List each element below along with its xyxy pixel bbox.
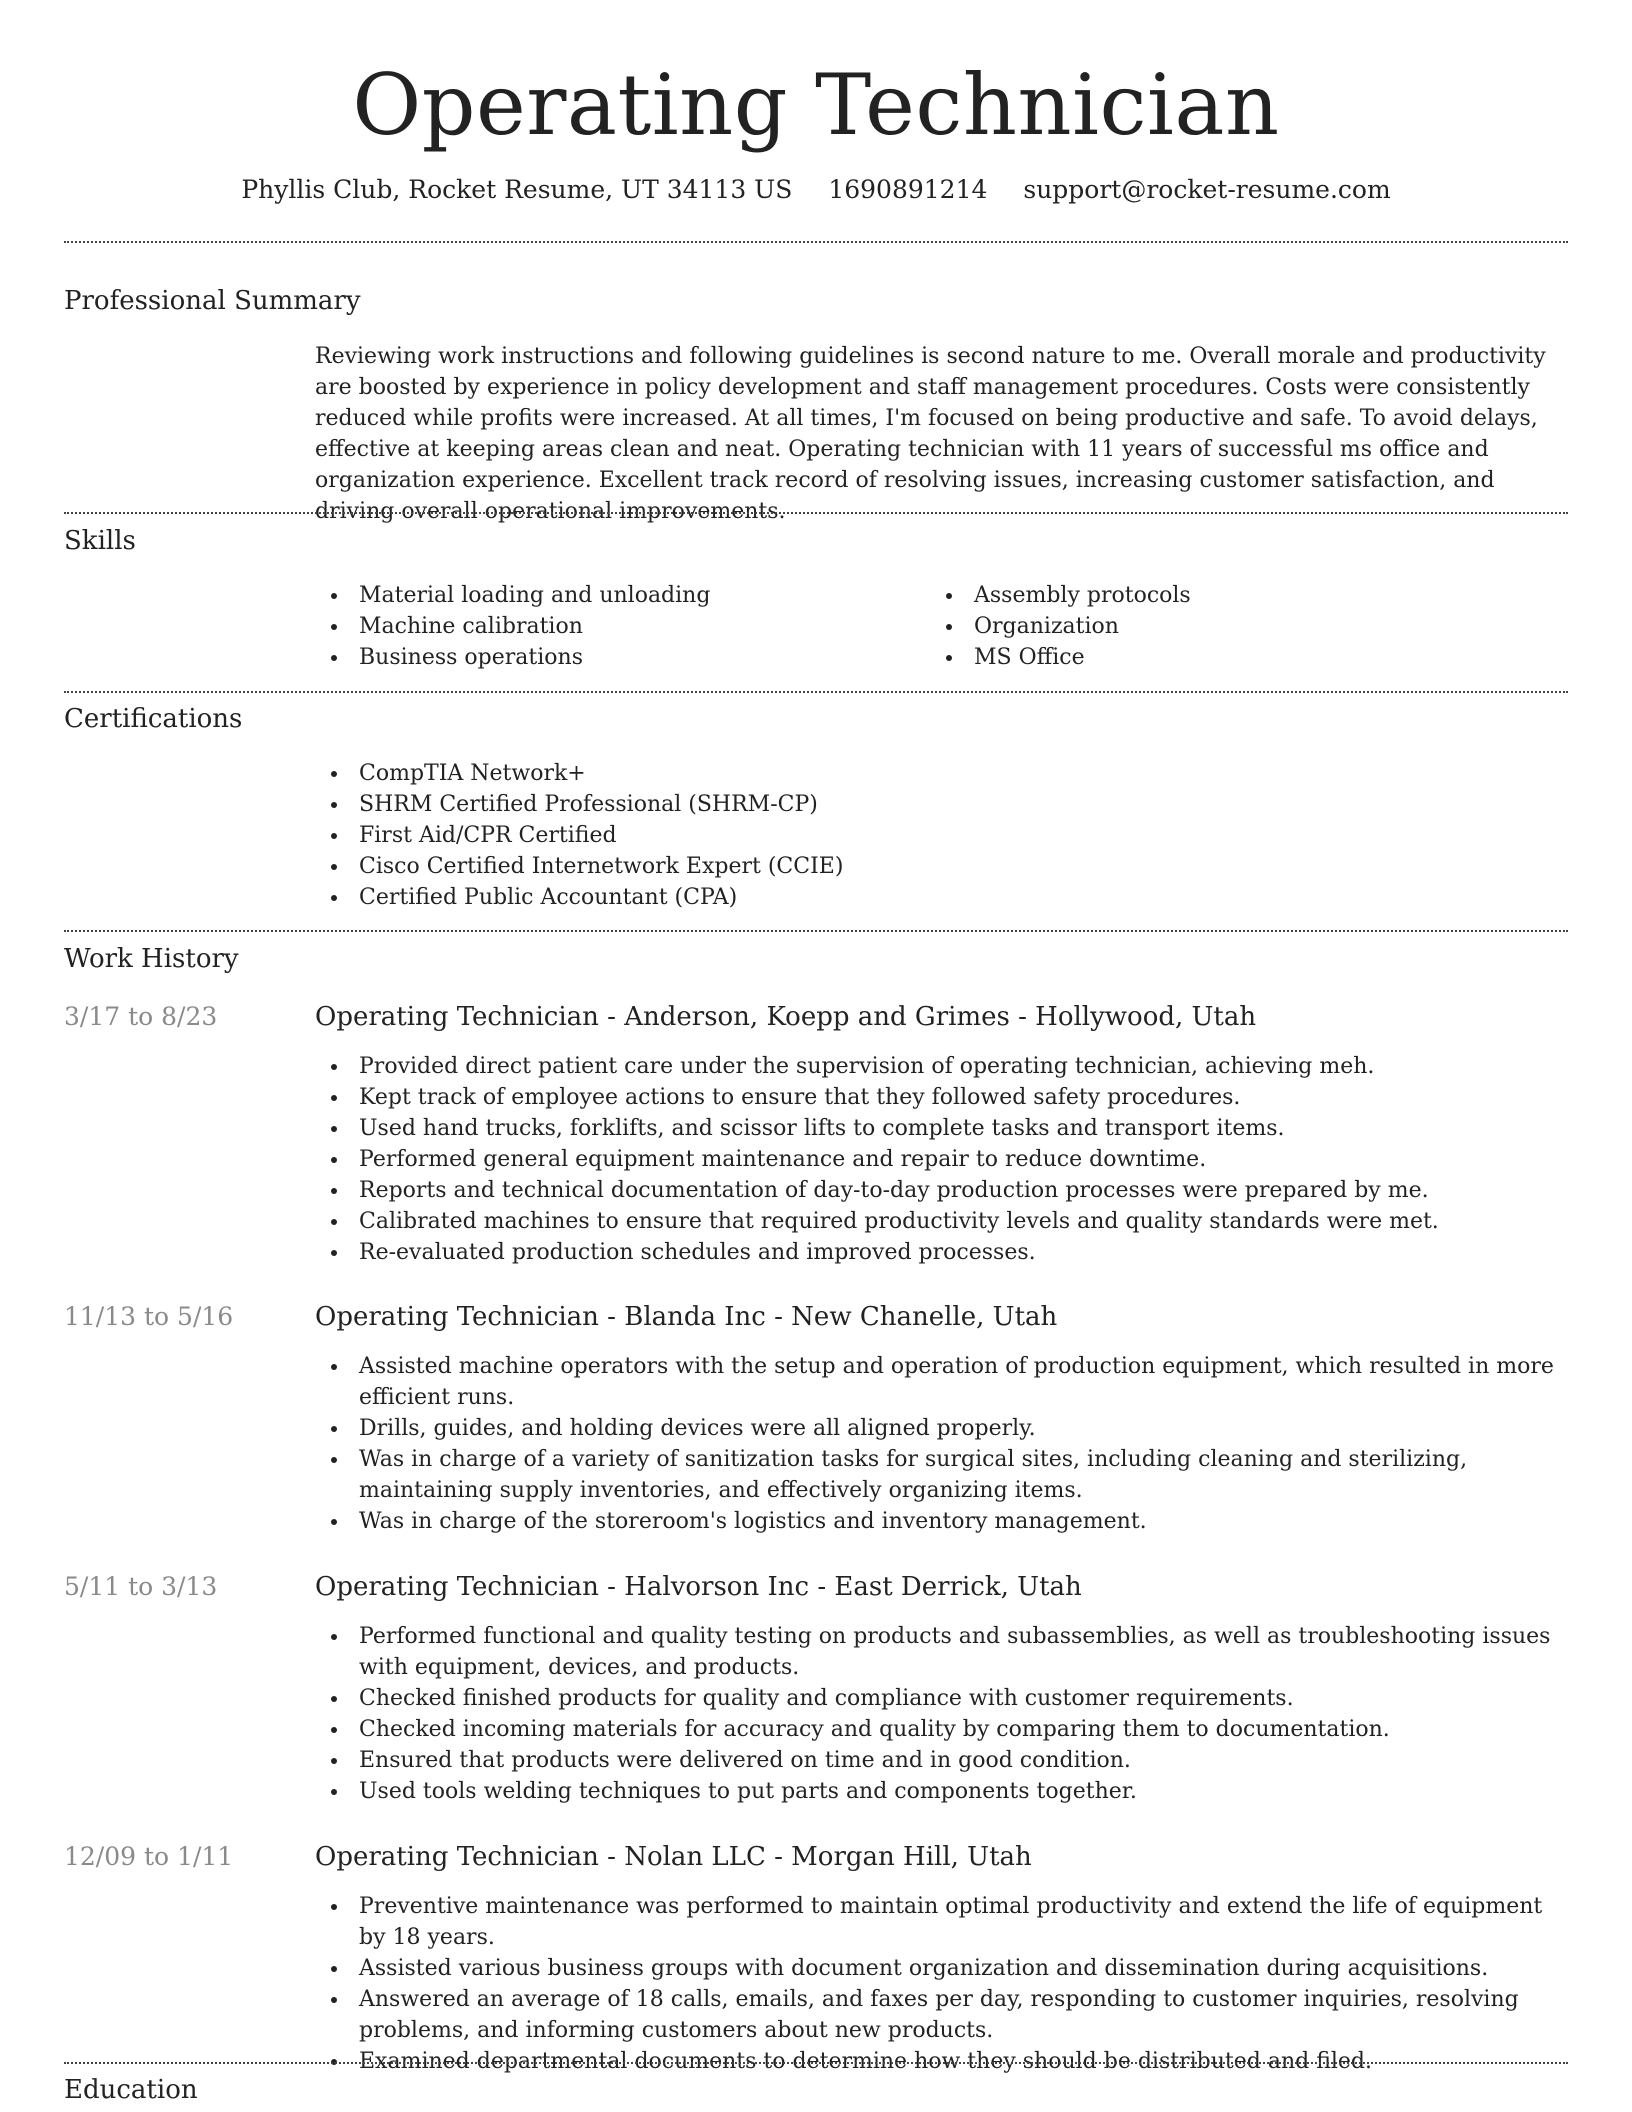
divider (64, 930, 1568, 932)
certifications-list (315, 758, 1568, 913)
job-bullet: Examined departmental documents to determine how they should be distributed and filed. (315, 2046, 1568, 2077)
job-bullet: Assisted machine operators with the setup and operation of production equipment, which resulted in more efficient runs. (315, 1351, 1568, 1413)
job-bullets (315, 1621, 1568, 1807)
job-bullet: Ensured that products were delivered on time and in good condition. (315, 1745, 1568, 1776)
job-bullet: Re-evaluated production schedules and improved processes. (315, 1237, 1568, 1268)
job-bullet: Kept track of employee actions to ensure that they followed safety procedures. (315, 1082, 1568, 1113)
divider (64, 512, 1568, 514)
section-title-skills: Skills (64, 526, 136, 556)
skills-list-left (315, 580, 915, 673)
skill-item: Business operations (315, 642, 915, 673)
job-dates: 11/13 to 5/16 (64, 1302, 234, 1331)
job-bullet: Provided direct patient care under the supervision of operating technician, achieving meh. (315, 1051, 1568, 1082)
job-bullet: Assisted various business groups with document organization and dissemination during acquisitions. (315, 1953, 1568, 1984)
job-bullet: Checked finished products for quality and compliance with customer requirements. (315, 1683, 1568, 1714)
resume-name: Operating Technician (352, 56, 1280, 154)
skills-list-right (930, 580, 1530, 673)
job-bullet: Drills, guides, and holding devices were all aligned properly. (315, 1413, 1568, 1444)
job-bullets (315, 1351, 1568, 1537)
section-title-work-history: Work History (64, 944, 239, 974)
job-heading: Operating Technician - Nolan LLC - Morgan Hill, Utah (315, 1842, 1032, 1872)
job-dates: 5/11 to 3/13 (64, 1572, 218, 1601)
skill-item: Machine calibration (315, 611, 915, 642)
skill-item: Organization (930, 611, 1530, 642)
job-dates: 3/17 to 8/23 (64, 1002, 218, 1031)
certification-item: Cisco Certified Internetwork Expert (CCIE) (315, 851, 1568, 882)
summary-text: Reviewing work instructions and following guidelines is second nature to me. Overall morale and productivity are boosted by experience in policy development and staff management procedures. Costs were consistently reduced while profits were increased. At all times, I'm focused on being productive and safe. To avoid delays, effective at keeping areas clean and neat. Operating technician with 11 years of successful ms office and organization experience. Excellent track record of resolving issues, increasing customer satisfaction, and driving overall operational improvements. (315, 344, 1546, 524)
contact-email: support@rocket-resume.com (1023, 175, 1391, 204)
job-bullet: Calibrated machines to ensure that required productivity levels and quality standards were met. (315, 1206, 1568, 1237)
job-bullet: Performed general equipment maintenance and repair to reduce downtime. (315, 1144, 1568, 1175)
job-bullet: Was in charge of the storeroom's logistics and inventory management. (315, 1506, 1568, 1537)
job-heading: Operating Technician - Anderson, Koepp and Grimes - Hollywood, Utah (315, 1002, 1257, 1032)
skill-item: Material loading and unloading (315, 580, 915, 611)
contact-address: Phyllis Club, Rocket Resume, UT 34113 US (241, 175, 793, 204)
job-bullets (315, 1051, 1568, 1268)
certification-item: CompTIA Network+ (315, 758, 1568, 789)
certification-item: SHRM Certified Professional (SHRM-CP) (315, 789, 1568, 820)
section-title-summary: Professional Summary (64, 286, 361, 316)
skill-item: Assembly protocols (930, 580, 1530, 611)
divider (64, 241, 1568, 243)
job-heading: Operating Technician - Blanda Inc - New Chanelle, Utah (315, 1302, 1058, 1332)
job-dates: 12/09 to 1/11 (64, 1842, 234, 1871)
section-title-certifications: Certifications (64, 704, 243, 734)
divider (64, 691, 1568, 693)
job-bullets (315, 1891, 1568, 2077)
certification-item: Certified Public Accountant (CPA) (315, 882, 1568, 913)
job-bullet: Reports and technical documentation of day-to-day production processes were prepared by me. (315, 1175, 1568, 1206)
skill-item: MS Office (930, 642, 1530, 673)
contact-line (0, 170, 1632, 210)
job-bullet: Performed functional and quality testing on products and subassemblies, as well as troubleshooting issues with equipment, devices, and products. (315, 1621, 1568, 1683)
contact-phone: 1690891214 (828, 175, 988, 204)
job-bullet: Used hand trucks, forklifts, and scissor lifts to complete tasks and transport items. (315, 1113, 1568, 1144)
job-bullet: Answered an average of 18 calls, emails, and faxes per day, responding to customer inquiries, resolving problems, and informing customers about new products. (315, 1984, 1568, 2046)
job-heading: Operating Technician - Halvorson Inc - East Derrick, Utah (315, 1572, 1082, 1602)
divider (64, 2062, 1568, 2064)
job-bullet: Checked incoming materials for accuracy and quality by comparing them to documentation. (315, 1714, 1568, 1745)
certification-item: First Aid/CPR Certified (315, 820, 1568, 851)
job-bullet: Used tools welding techniques to put parts and components together. (315, 1776, 1568, 1807)
job-bullet: Preventive maintenance was performed to maintain optimal productivity and extend the life of equipment by 18 years. (315, 1891, 1568, 1953)
section-title-education: Education (64, 2075, 198, 2105)
job-bullet: Was in charge of a variety of sanitization tasks for surgical sites, including cleaning and sterilizing, maintaining supply inventories, and effectively organizing items. (315, 1444, 1568, 1506)
